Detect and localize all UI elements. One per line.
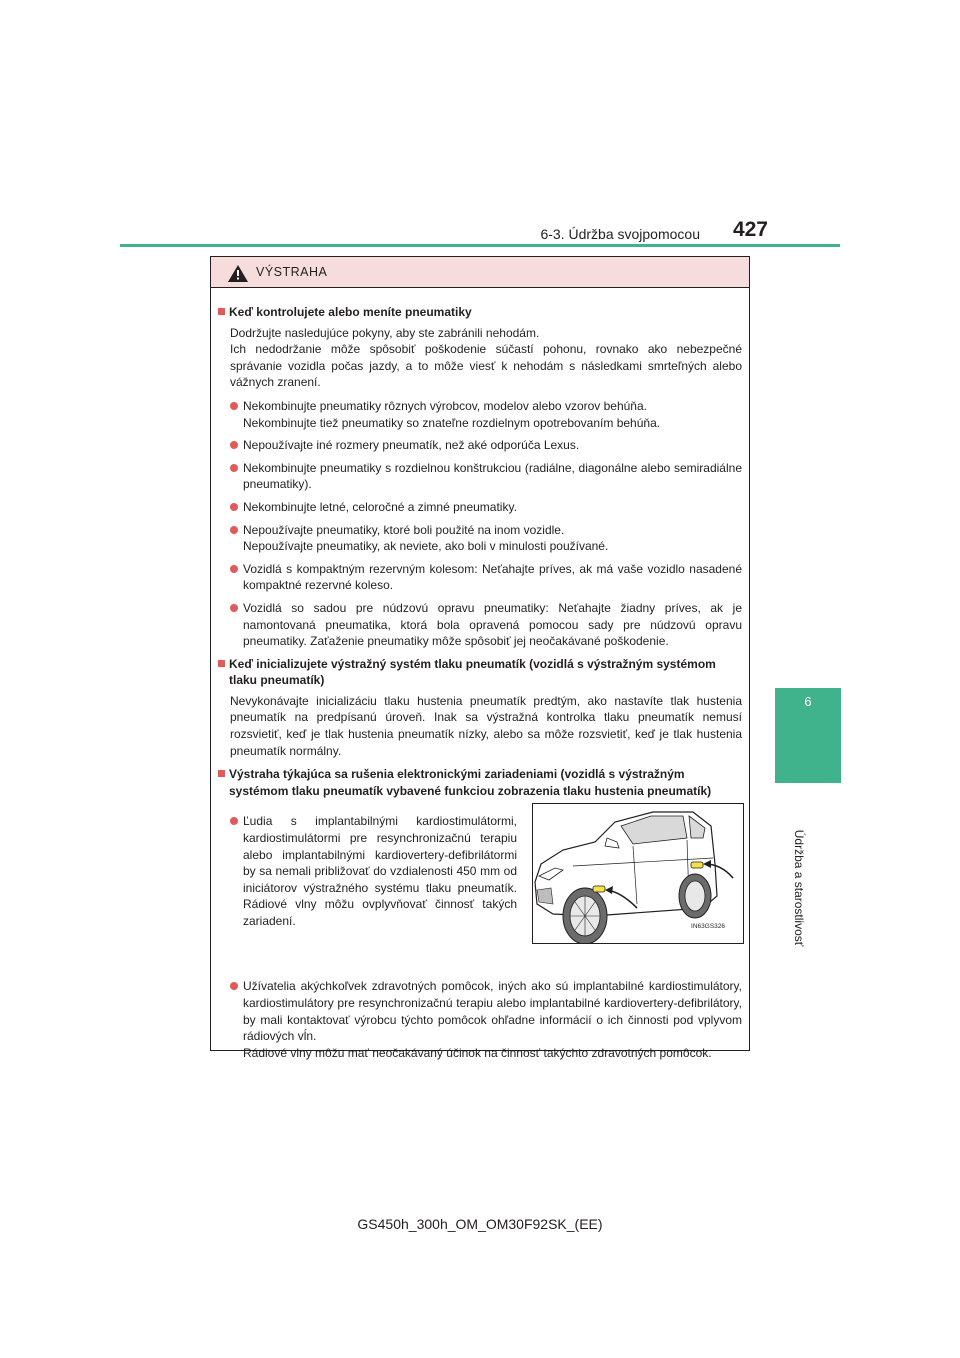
list-item: Nepoužívajte pneumatiky, ktoré boli použité na inom vozidle. Nepoužívajte pneumatiky, ak neviete, ako boli v minulosti používané. <box>218 522 742 555</box>
figure-row <box>218 813 742 968</box>
warning-box <box>210 256 750 1060</box>
bullet-dot-icon <box>230 402 238 410</box>
section-title-initialization: Keď inicializujete výstražný systém tlaku pneumatík (vozidlá s výstražným systémom tlaku pneumatík) <box>218 656 742 689</box>
bullet-dot-icon <box>230 441 238 449</box>
figure-code: IN63GS326 <box>691 922 725 930</box>
section-title-tires: Keď kontrolujete alebo meníte pneumatiky <box>218 304 742 321</box>
list-item: Nekombinujte pneumatiky rôznych výrobcov, modelov alebo vzorov behúňa. Nekombinujte tiež pneumatiky so znateľne rozdielnym opotrebovaním behúňa. <box>218 398 742 431</box>
bullet-dot-icon <box>230 503 238 511</box>
chapter-tab <box>775 688 841 783</box>
section-intro: Dodržujte nasledujúce pokyny, aby ste zabránili nehodám. Ich nedodržanie môže spôsobiť poškodenie súčastí pohonu, rovnako ako nebezpečné správanie vozidla počas jazdy, a to môže viesť k nehodám s následkami smrteľných alebo vážnych zranení. <box>230 325 742 390</box>
bullet-dot-icon <box>230 817 238 825</box>
list-item: Vozidlá so sadou pre núdzovú opravu pneumatiky: Neťahajte žiadny príves, ak je namontovaná pneumatika, ktorá bola opravená pomocou sady pre núdzovú opravu pneumatiky. Zaťaženie pneumatiky môže spôsobiť jej neočakávané poškodenie. <box>218 600 742 650</box>
bullet-dot-icon <box>230 982 238 990</box>
tire-rules-list <box>218 398 742 650</box>
bullet-dot-icon <box>230 565 238 573</box>
warning-header <box>211 257 749 288</box>
warning-body <box>211 288 749 1061</box>
section-title-interference: Výstraha týkajúca sa rušenia elektronickými zariadeniami (vozidlá s výstražným systémom tlaku pneumatík vybavené funkciou zobrazenia tlaku hustenia pneumatík) <box>218 766 742 799</box>
section-body: Nevykonávajte inicializáciu tlaku hustenia pneumatík predtým, ako nastavíte tlak hustenia pneumatík na predpísanú úroveň. Inak sa výstražná kontrolka tlaku pneumatík nemusí rozsvietiť, keď je tlak hustenia pneumatík nízky, alebo sa môže rozsvietiť, keď je tlak hustenia pneumatík normálny. <box>230 693 742 758</box>
square-bullet-icon <box>218 770 225 777</box>
warning-title: VÝSTRAHA <box>256 265 328 279</box>
header-rule <box>120 244 840 247</box>
chapter-title: Údržba a starostlivosť <box>792 829 806 947</box>
car-illustration <box>532 803 744 944</box>
square-bullet-icon <box>218 308 225 315</box>
bullet-dot-icon <box>230 464 238 472</box>
square-bullet-icon <box>218 660 225 667</box>
page-number: 427 <box>732 218 768 241</box>
bullet-dot-icon <box>230 604 238 612</box>
list-item: Nekombinujte letné, celoročné a zimné pneumatiky. <box>218 499 742 516</box>
document-code-footer: GS450h_300h_OM_OM30F92SK_(EE) <box>357 1216 603 1232</box>
list-item: Vozidlá s kompaktným rezervným kolesom: Neťahajte príves, ak má vaše vozidlo nasadené kompaktné rezervné koleso. <box>218 561 742 594</box>
bullet-dot-icon <box>230 526 238 534</box>
section-heading: 6-3. Údržba svojpomocou <box>540 226 700 242</box>
list-item: Užívatelia akýchkoľvek zdravotných pomôcok, iných ako sú implantabilné kardiostimulátory, kardiostimulátory pre resynchronizačnú terapiu alebo implantabilné kardiovertery-defibrilátory, by mali kontaktovať výrobcu týchto pomôcok ohľadne informácií o ich činnosti pod vplyvom rádiových vĺn. Rádiové vlny môžu mať neočakávaný účinok na činnosť takýchto zdravotných pomôcok. <box>218 978 742 1061</box>
chapter-title-vertical <box>792 798 806 978</box>
list-item: Nepoužívajte iné rozmery pneumatík, než aké odporúča Lexus. <box>218 437 742 454</box>
list-item: Nekombinujte pneumatiky s rozdielnou konštrukciou (radiálne, diagonálne alebo semiradiálne pneumatiky). <box>218 460 742 493</box>
chapter-number: 6 <box>804 694 812 709</box>
warning-triangle-icon <box>228 265 248 282</box>
list-item: Ľudia s implantabilnými kardiostimulátormi, kardiostimulátormi pre resynchronizačnú terapiu alebo implantabilnými kardiovertery-defibrilátormi by sa nemali približovať do vzdialenosti 450 mm od iniciátorov výstražného systému tlaku pneumatík. Rádiové vlny môžu ovplyvňovať činnosť takých zariadení. <box>218 813 517 929</box>
